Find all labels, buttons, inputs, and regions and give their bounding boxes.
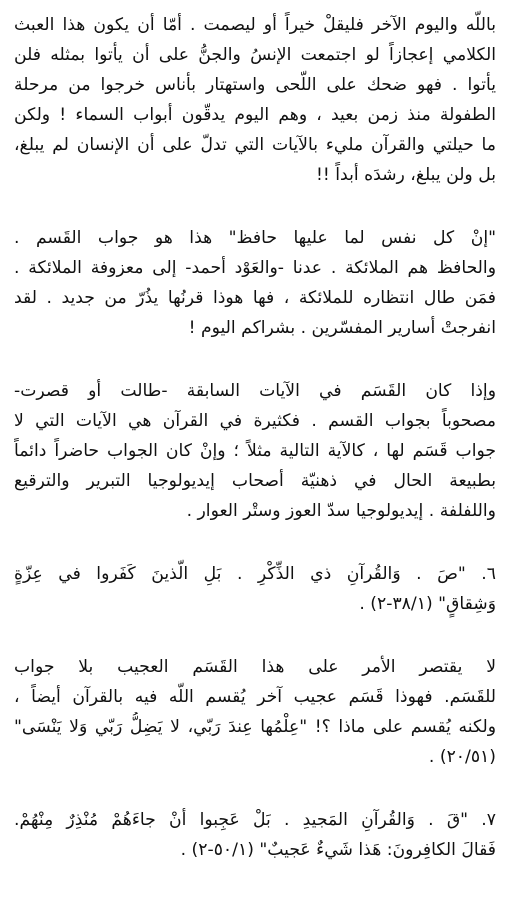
- verse-6: [14, 559, 496, 619]
- text-line: باللّه واليوم الآخر فليقلْ خيراً أو ليصمت . أمّا أن يكون هذا العبث: [14, 15, 496, 35]
- paragraph-3: [14, 376, 496, 526]
- verse-7: [14, 805, 496, 865]
- text-line: مصحوباً بجواب القسم . فكثيرة في القرآن هي الآيات التي لا: [14, 411, 496, 431]
- verse-line: فَقالَ الكافِرونَ: هَذا شَيءٌ عَجيبٌ" (٥٠/١-٢) .: [180, 840, 496, 860]
- verse-line: ٧. "قَ . وَالقُرآنِ المَجيدِ . بَلْ عَجِبوا أنْ جاءَهُمْ مُنْذِرٌ مِنْهُمْ.: [14, 810, 496, 830]
- text-line: (٢٠/٥١) .: [428, 747, 496, 767]
- text-line: ما حيلتي والقرآن مليء بالآيات التي تدلّ على أن الإنسان لم يبلغ،: [14, 135, 496, 155]
- paragraph-gap: [14, 343, 496, 376]
- verse-line: وَشِقاقٍ" (٣٨/١-٢) .: [359, 594, 496, 614]
- document-page: [14, 10, 496, 865]
- text-line: وإذا كان القَسَم في الآيات السابقة -طالت أو قصرت-: [14, 381, 496, 401]
- text-line: واللفلفة . إيديولوجيا سدّ العوز وستْر العوار .: [186, 501, 496, 521]
- paragraph-2: [14, 223, 496, 343]
- text-line: جواب قَسَم لها ، كالآية التالية مثلاً ؛ وإنْ كان الجواب حاضراً دائماً: [14, 441, 496, 461]
- text-line: لا يقتصر الأمر على هذا القَسَم العجيب بلا جواب: [14, 657, 496, 677]
- paragraph-gap: [14, 772, 496, 805]
- text-line: الكلامي إعجازاً لو اجتمعت الإنسُ والجنُّ على أن يأتوا بمثله فلن: [14, 45, 496, 65]
- text-line: الطفولة منذ زمن بعيد ، وهم اليوم يدقّون أبواب السماء ! ولكن: [14, 105, 496, 125]
- verse-line: ٦. "صَ . وَالقُرآنِ ذي الذِّكْرِ . بَلِ الّذينَ كَفَروا في عِزّةٍ: [14, 564, 496, 584]
- paragraph-5: [14, 652, 496, 772]
- paragraph-gap: [14, 619, 496, 652]
- text-line: فمَن طال انتظاره للملائكة ، فها هوذا قرنُها يذُرّ من جديد . لقد: [14, 288, 496, 308]
- text-line: للقَسَم. فهوذا قَسَم عجيب آخر يُقسم اللّه فيه بالقرآن أيضاً ،: [14, 687, 496, 707]
- text-line: ولكنه يُقسم على ماذا ؟! "عِلْمُها عِندَ رَبّي، لا يَضِلُّ رَبّي وَلا يَنْسَى": [14, 717, 496, 737]
- paragraph-gap: [14, 190, 496, 223]
- text-line: انفرجتْ أسارير المفسّرين . بشراكم اليوم !: [188, 318, 496, 338]
- text-line: "إنْ كل نفس لما عليها حافظ" هذا هو جواب القَسم .: [14, 228, 496, 248]
- text-line: بل ولن يبلغ، رشدَه أبداً !!: [316, 165, 496, 185]
- text-line: بطبيعة الحال في ذهنيّة أصحاب إيديولوجيا التبرير والترقيع: [14, 471, 496, 491]
- paragraph-1: [14, 10, 496, 190]
- text-line: يأتوا . فهو ضحك على اللّحى واستهتار بأناس خرجوا من مرحلة: [14, 75, 496, 95]
- text-line: والحافظ هم الملائكة . عدنا -والعَوْد أحمد- إلى معزوفة الملائكة .: [14, 258, 496, 278]
- paragraph-gap: [14, 526, 496, 559]
